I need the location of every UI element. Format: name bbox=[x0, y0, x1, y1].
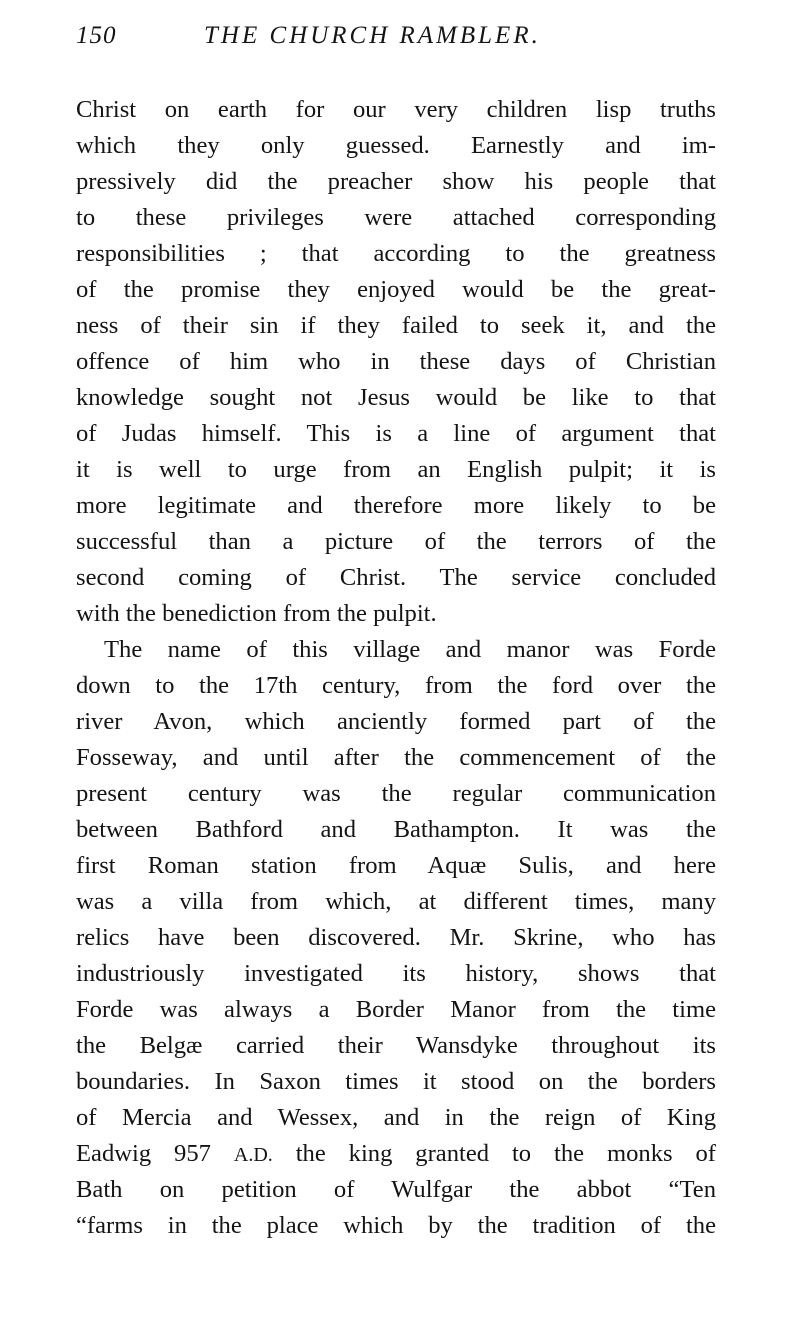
page-number: 150 bbox=[76, 22, 117, 49]
text-line-29: of Mercia and Wessex, and in the reign of King bbox=[76, 1104, 716, 1131]
text-line-2: which they only guessed. Earnestly and im- bbox=[76, 132, 716, 159]
text-line-6: of the promise they enjoyed would be the great- bbox=[76, 276, 716, 303]
text-line-1: Christ on earth for our very children lisp truths bbox=[76, 96, 716, 123]
text-line-30-start: Eadwig 957 bbox=[76, 1140, 211, 1167]
text-line-17: down to the 17th century, from the ford over the bbox=[76, 672, 716, 699]
text-line-15: with the benediction from the pulpit. bbox=[76, 600, 437, 627]
text-line-21: between Bathford and Bathampton. It was the bbox=[76, 816, 716, 843]
text-line-30 bbox=[76, 1136, 716, 1172]
running-head bbox=[76, 22, 716, 62]
text-line-10: of Judas himself. This is a line of argument that bbox=[76, 420, 716, 447]
text-line-12: more legitimate and therefore more likely to be bbox=[76, 492, 716, 519]
text-line-18: river Avon, which anciently formed part of the bbox=[76, 708, 716, 735]
text-line-3: pressively did the preacher show his people that bbox=[76, 168, 716, 195]
text-line-8: offence of him who in these days of Christian bbox=[76, 348, 716, 375]
text-line-30-end: the king granted to the monks of bbox=[295, 1140, 716, 1167]
text-line-5: responsibilities ; that according to the greatness bbox=[76, 240, 716, 267]
text-line-14: second coming of Christ. The service concluded bbox=[76, 564, 716, 591]
text-line-20: present century was the regular communication bbox=[76, 780, 716, 807]
text-line-26: Forde was always a Border Manor from the time bbox=[76, 996, 716, 1023]
body-text bbox=[76, 92, 716, 1244]
text-line-7: ness of their sin if they failed to seek it, and the bbox=[76, 312, 716, 339]
text-line-25: industriously investigated its history, shows that bbox=[76, 960, 716, 987]
text-line-31: Bath on petition of Wulfgar the abbot “Ten bbox=[76, 1176, 716, 1203]
text-line-22: first Roman station from Aquæ Sulis, and here bbox=[76, 852, 716, 879]
text-line-9: knowledge sought not Jesus would be like to that bbox=[76, 384, 716, 411]
text-line-28: boundaries. In Saxon times it stood on the borders bbox=[76, 1068, 716, 1095]
text-line-16: The name of this village and manor was Forde bbox=[104, 636, 716, 663]
text-line-24: relics have been discovered. Mr. Skrine, who has bbox=[76, 924, 716, 951]
era-abbreviation: A.D. bbox=[233, 1144, 273, 1166]
text-line-23: was a villa from which, at different times, many bbox=[76, 888, 716, 915]
text-line-11: it is well to urge from an English pulpit; it is bbox=[76, 456, 716, 483]
text-line-4: to these privileges were attached corresponding bbox=[76, 204, 716, 231]
running-title: THE CHURCH RAMBLER. bbox=[204, 22, 541, 49]
text-line-32: “farms in the place which by the tradition of the bbox=[76, 1212, 716, 1239]
text-line-19: Fosseway, and until after the commencement of the bbox=[76, 744, 716, 771]
text-line-13: successful than a picture of the terrors of the bbox=[76, 528, 716, 555]
text-line-27: the Belgæ carried their Wansdyke throughout its bbox=[76, 1032, 716, 1059]
